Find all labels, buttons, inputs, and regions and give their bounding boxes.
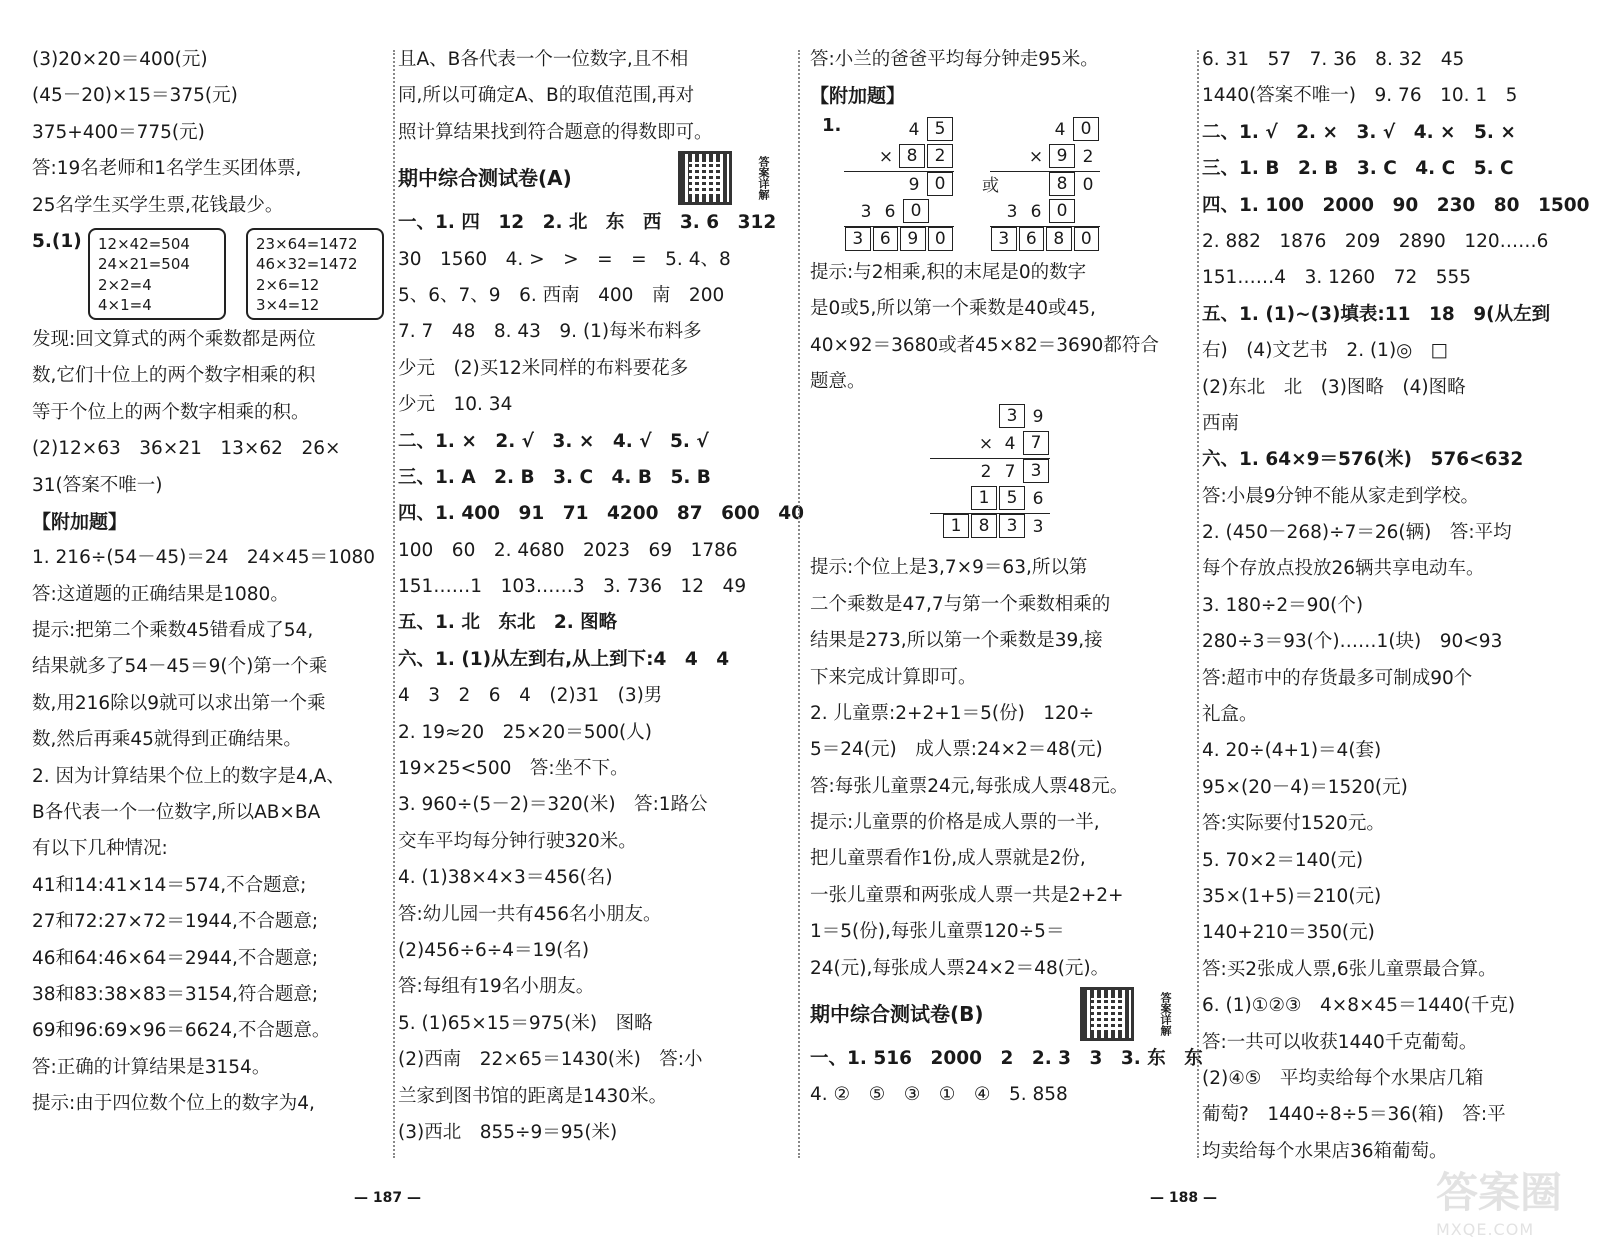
calc-row [990, 171, 1100, 199]
text-line: 2. 882 1876 209 2890 120……6 [1202, 230, 1549, 252]
text-line: 答:每张儿童票24元,每张成人票48元。 [810, 775, 1129, 797]
calc-row [990, 199, 1100, 226]
calc-digit: 8 [1046, 227, 1072, 251]
calc-row [930, 513, 1050, 541]
box-line: 2×6=12 [256, 275, 320, 294]
calc-digit: 3 [1006, 201, 1018, 222]
box-line: 46×32=1472 [256, 255, 358, 274]
text-line: 2. 儿童票:2+2+1＝5(份) 120÷ [810, 702, 1095, 724]
text-line: 6. 31 57 7. 36 8. 32 45 [1202, 49, 1465, 70]
page-number: — 187 — [354, 1190, 421, 1206]
calc-digit: 8 [1049, 172, 1075, 196]
text-line: 三、1. B 2. B 3. C 4. C 5. C [1202, 158, 1514, 180]
calc-digit: 3 [845, 227, 871, 251]
calc-digit: 0 [1074, 227, 1100, 251]
text-line: 结果是273,所以第一个乘数是39,接 [810, 630, 1103, 652]
vertical-calc-row [810, 115, 1192, 255]
box-line: 4×1=4 [98, 296, 152, 315]
text-line: 提示:把第二个乘数45错看成了54, [32, 620, 314, 642]
text-line: 提示:儿童票的价格是成人票的一半, [810, 812, 1100, 834]
text-line: 葡萄? 1440÷8÷5＝36(箱) 答:平 [1202, 1104, 1506, 1126]
extra-title: 【附加题】 [810, 85, 906, 108]
text-line: 六、1. (1)从左到右,从上到下:4 4 4 [398, 648, 730, 670]
text-line: 35×(1+5)＝210(元) [1202, 885, 1382, 907]
column-4 [1202, 42, 1594, 1170]
calc-digit: 6 [1032, 489, 1044, 510]
text-line: 答:实际要付1520元。 [1202, 813, 1385, 835]
column-1 [32, 42, 388, 1123]
calc-digit: 9 [900, 227, 926, 251]
text-line: 答:超市中的存货最多可制成90个 [1202, 667, 1473, 689]
text-line: 答:这道题的正确结果是1080。 [32, 583, 289, 605]
text-line: 3. 180÷2＝90(个) [1202, 594, 1364, 616]
text-line: 答:每组有19名小朋友。 [398, 976, 595, 998]
text-line: 答:小兰的爸爸平均每分钟走95米。 [810, 49, 1099, 70]
text-line: 答:买2张成人票,6张儿童票最合算。 [1202, 958, 1497, 980]
text-line: 30 1560 4. > > = = 5. 4、8 [398, 248, 731, 270]
calc-digit: 3 [1032, 517, 1044, 538]
box-line: 24×21=504 [98, 255, 190, 274]
text-line: 5、6、7、9 6. 西南 400 南 200 [398, 284, 725, 306]
text-line: 答:19名老师和1名学生买团体票, [32, 158, 302, 180]
calc-row [990, 226, 1100, 251]
qr-label: 答案详解 [757, 156, 770, 201]
palindrome-box-2 [246, 228, 384, 320]
text-line: 4 3 2 6 4 (2)31 (3)男 [398, 685, 663, 707]
text-line: 69和96:69×96＝6624,不合题意。 [32, 1020, 331, 1042]
test-title: 期中综合测试卷(A) [398, 166, 572, 191]
section-title-b [810, 987, 1192, 1041]
calc-digit: 7 [1004, 462, 1016, 483]
text-line: 一张儿童票和两张成人票一共是2+2+ [810, 884, 1124, 906]
calc-digit: 5 [927, 117, 953, 141]
calc-digit [1076, 199, 1100, 226]
text-line: 280÷3＝93(个)……1(块) 90<93 [1202, 631, 1503, 653]
vertical-calc-c [930, 404, 1050, 541]
calc-row [930, 431, 1050, 458]
extra-title: 【附加题】 [32, 510, 128, 533]
text-line: (2)西南 22×65＝1430(米) 答:小 [398, 1049, 703, 1071]
calc-digit: 9 [1032, 407, 1044, 428]
column-2 [398, 42, 805, 1151]
divider [393, 50, 395, 1158]
text-line: 1440(答案不唯一) 9. 76 10. 1 5 [1202, 85, 1518, 107]
text-line: 38和83:38×83＝3154,符合题意; [32, 983, 319, 1005]
text-line: 均卖给每个水果店36箱葡萄。 [1202, 1140, 1448, 1162]
text-line: 一、1. 516 2000 2 2. 3 3 3. 东 东 [810, 1048, 1203, 1070]
text-line: 题意。 [810, 370, 866, 392]
text-line: 有以下几种情况: [32, 838, 168, 860]
text-line: 下来完成计算即可。 [810, 666, 977, 688]
text-line: 1. 216÷(54－45)＝24 24×45＝1080 [32, 547, 376, 569]
qr-code-icon [678, 151, 732, 205]
text-line: 6. (1)①②③ 4×8×45＝1440(千克) [1202, 995, 1516, 1017]
text-line: 五、1. 北 东北 2. 图略 [398, 612, 618, 634]
text-line: 同,所以可确定A、B的取值范围,再对 [398, 85, 695, 107]
calc-row [844, 226, 954, 251]
text-line: 照计算结果找到符合题意的得数即可。 [398, 121, 713, 143]
q5-boxes-row [32, 224, 388, 322]
text-line: 4. ② ⑤ ③ ① ④ 5. 858 [810, 1084, 1068, 1106]
calc-digit [930, 199, 954, 226]
watermark-logo: 答案圈 MXQE.COM [1436, 1168, 1563, 1239]
text-line: (2)12×63 36×21 13×62 26× [32, 438, 341, 460]
calc-digit: 4 [1004, 434, 1016, 455]
text-line: (45－20)×15＝375(元) [32, 85, 238, 107]
calc-digit: 1 [971, 486, 997, 510]
or-word: 或 [982, 175, 999, 196]
calc-digit: 0 [1049, 199, 1075, 223]
calc-digit [878, 117, 902, 144]
text-line: 140+210＝350(元) [1202, 922, 1375, 944]
box-line: 2×2=4 [98, 275, 152, 294]
q5-label: 5.(1) [32, 230, 82, 252]
calc-digit: 3 [860, 201, 872, 222]
calc-digit: 9 [908, 174, 920, 195]
calc-digit [1024, 117, 1048, 144]
calc-digit: 0 [1082, 174, 1094, 195]
text-line: 少元 (2)买12米同样的布料要花多 [398, 357, 689, 379]
text-line: 7. 7 48 8. 43 9. (1)每米布料多 [398, 321, 702, 343]
calc-digit: 0 [903, 199, 929, 223]
text-line: 结果就多了54－45＝9(个)第一个乘 [32, 656, 328, 678]
text-line: 4. 20÷(4+1)＝4(套) [1202, 740, 1382, 762]
calc-row [844, 117, 954, 144]
text-line: 四、1. 100 2000 90 230 80 1500 [1202, 194, 1590, 216]
divider [798, 50, 800, 1158]
text-line: 数,然后再乘45就得到正确结果。 [32, 729, 302, 751]
text-line: 40×92＝3680或者45×82＝3690都符合 [810, 334, 1159, 356]
text-line: 151……1 103……3 3. 736 12 49 [398, 576, 747, 598]
text-line: 100 60 2. 4680 2023 69 1786 [398, 539, 738, 561]
calc-digit: 6 [1019, 227, 1045, 251]
column-3 [810, 42, 1203, 1114]
test-title: 期中综合测试卷(B) [810, 1002, 984, 1027]
text-line: 发现:回文算式的两个乘数都是两位 [32, 328, 316, 350]
page-number: — 188 — [1150, 1190, 1217, 1206]
calc-row [930, 486, 1050, 513]
text-line: 95×(20－4)＝1520(元) [1202, 776, 1408, 798]
text-line: 提示:由于四位数个位上的数字为4, [32, 1093, 315, 1115]
calc-row [930, 404, 1050, 431]
text-line: 5＝24(元) 成人票:24×2＝48(元) [810, 739, 1103, 761]
text-line: 5. 70×2＝140(元) [1202, 849, 1364, 871]
vertical-calc-row-2 [810, 400, 1192, 550]
text-line: 一、1. 四 12 2. 北 东 西 3. 6 312 [398, 212, 777, 234]
text-line: 46和64:46×64＝2944,不合题意; [32, 947, 319, 969]
calc-digit: 0 [1073, 117, 1099, 141]
text-line: 数,它们十位上的两个数字相乘的积 [32, 365, 316, 387]
calc-digit: 0 [927, 172, 953, 196]
calc-digit: 1 [943, 514, 969, 538]
text-line: (2)456÷6÷4＝19(名) [398, 939, 590, 961]
box-line: 3×4=12 [256, 296, 320, 315]
calc-digit: × [1028, 146, 1044, 167]
text-line: 每个存放点投放26辆共享电动车。 [1202, 558, 1485, 580]
calc-digit: 4 [1054, 119, 1066, 140]
calc-digit [1024, 172, 1048, 199]
text-line: 交车平均每分钟行驶320米。 [398, 830, 637, 852]
calc-row [990, 144, 1100, 171]
text-line: (3)西北 855÷9＝95(米) [398, 1121, 618, 1143]
calc-digit: 5 [999, 486, 1025, 510]
text-line: 兰家到图书馆的距离是1430米。 [398, 1085, 668, 1107]
calc-digit [878, 172, 902, 199]
text-line: 答:正确的计算结果是3154。 [32, 1056, 271, 1078]
text-line: 151……4 3. 1260 72 555 [1202, 267, 1472, 289]
calc-row [930, 458, 1050, 486]
text-line: 礼盒。 [1202, 704, 1258, 726]
qr-label: 答案详解 [1159, 992, 1172, 1037]
box-line: 23×64=1472 [256, 234, 358, 253]
text-line: 提示:与2相乘,积的末尾是0的数字 [810, 261, 1087, 283]
calc-digit: 9 [1049, 144, 1075, 168]
vertical-calc-a [844, 117, 954, 251]
calc-digit: 3 [1023, 459, 1049, 483]
text-line: (3)20×20＝400(元) [32, 49, 208, 70]
vertical-calc-b [990, 117, 1100, 251]
text-line: 西南 [1202, 412, 1240, 434]
calc-digit: 2 [927, 144, 953, 168]
text-line: 少元 10. 34 [398, 394, 513, 416]
calc-digit: 3 [999, 404, 1025, 428]
text-line: 五、1. (1)~(3)填表:11 18 9(从左到 [1202, 303, 1551, 325]
calc-digit: 6 [884, 201, 896, 222]
text-line: (2)东北 北 (3)图略 (4)图略 [1202, 376, 1466, 398]
text-line: 且A、B各代表一个一位数字,且不相 [398, 49, 689, 70]
calc-digit: 0 [928, 227, 954, 251]
text-line: 二、1. √ 2. × 3. √ 4. × 5. × [1202, 121, 1516, 143]
text-line: 4. (1)38×4×3＝456(名) [398, 867, 613, 889]
text-line: (2)④⑤ 平均卖给每个水果店几箱 [1202, 1067, 1484, 1089]
text-line: 41和14:41×14＝574,不合题意; [32, 874, 307, 896]
text-line: B各代表一个一位数字,所以AB×BA [32, 802, 321, 824]
section-title-a [398, 151, 790, 205]
text-line: 25名学生买学生票,花钱最少。 [32, 194, 284, 216]
text-line: 2. 19≈20 25×20＝500(人) [398, 721, 652, 743]
box-line: 12×42=504 [98, 234, 190, 253]
text-line: 31(答案不唯一) [32, 474, 163, 496]
calc-row [990, 117, 1100, 144]
palindrome-box-1 [88, 228, 226, 320]
divider [1197, 50, 1199, 1158]
calc-digit: × [878, 146, 894, 167]
calc-digit: 3 [999, 514, 1025, 538]
text-line: 答:小晨9分钟不能从家走到学校。 [1202, 485, 1480, 507]
calc-digit: 6 [1030, 201, 1042, 222]
calc-row [844, 171, 954, 199]
calc-digit: × [978, 434, 994, 455]
text-line: 19×25<500 答:坐不下。 [398, 758, 629, 780]
text-line: 是0或5,所以第一个乘数是40或45, [810, 298, 1096, 320]
text-line: 375+400＝775(元) [32, 121, 205, 143]
text-line: 二个乘数是47,7与第一个乘数相乘的 [810, 593, 1111, 615]
text-line: 三、1. A 2. B 3. C 4. B 5. B [398, 466, 711, 488]
text-line: 提示:个位上是3,7×9＝63,所以第 [810, 557, 1088, 579]
text-line: 数,用216除以9就可以求出第一个乘 [32, 692, 326, 714]
text-line: 右) (4)文艺书 2. (1)◎ □ [1202, 340, 1449, 362]
calc-row [844, 199, 954, 226]
text-line: 2. 因为计算结果个位上的数字是4,A、 [32, 765, 345, 787]
calc-label: 1. [822, 114, 842, 136]
text-line: 3. 960÷(5－2)＝320(米) 答:1路公 [398, 794, 708, 816]
calc-row [844, 144, 954, 171]
text-line: 5. (1)65×15＝975(米) 图略 [398, 1012, 653, 1034]
text-line: 1＝5(份),每张儿童票120÷5＝ [810, 921, 1065, 943]
calc-digit: 4 [908, 119, 920, 140]
text-line: 等于个位上的两个数字相乘的积。 [32, 401, 310, 423]
text-line: 四、1. 400 91 71 4200 87 600 40 [398, 503, 805, 525]
text-line: 答:一共可以收获1440千克葡萄。 [1202, 1031, 1478, 1053]
calc-digit: 8 [899, 144, 925, 168]
calc-digit: 8 [971, 514, 997, 538]
calc-digit: 3 [991, 227, 1017, 251]
text-line: 27和72:27×72＝1944,不合题意; [32, 911, 319, 933]
qr-code-icon [1080, 987, 1134, 1041]
text-line: 二、1. × 2. √ 3. × 4. √ 5. √ [398, 430, 709, 452]
text-line: 六、1. 64×9＝576(米) 576<632 [1202, 449, 1524, 471]
text-line: 24(元),每张成人票24×2＝48(元)。 [810, 957, 1110, 979]
calc-digit: 2 [980, 462, 992, 483]
calc-digit: 2 [1082, 146, 1094, 167]
text-line: 2. (450－268)÷7＝26(辆) 答:平均 [1202, 522, 1512, 544]
text-line: 答:幼儿园一共有456名小朋友。 [398, 903, 662, 925]
calc-digit: 7 [1023, 431, 1049, 455]
calc-digit: 6 [873, 227, 899, 251]
text-line: 把儿童票看作1份,成人票就是2份, [810, 848, 1086, 870]
